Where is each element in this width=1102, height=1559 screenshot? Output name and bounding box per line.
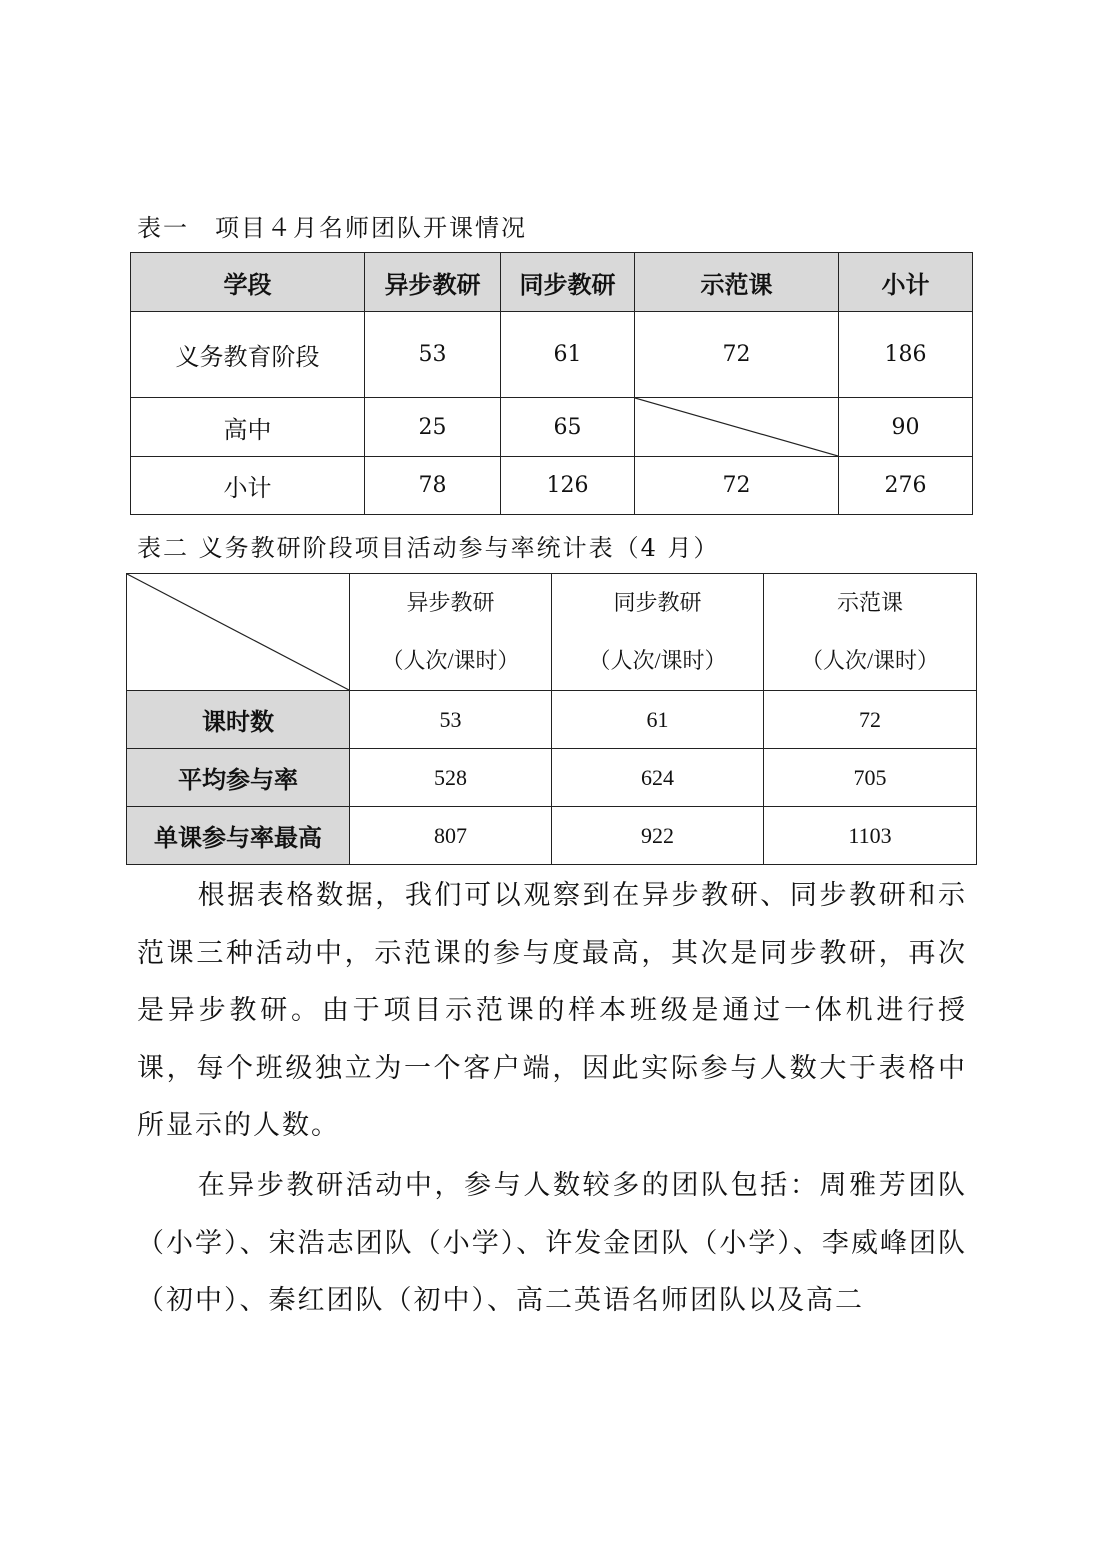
table1-row-label: 高中 <box>131 398 365 457</box>
diagonal-empty-cell <box>635 398 839 457</box>
header-unit: （人次/课时） <box>588 648 727 673</box>
table-row <box>127 749 977 807</box>
table-cell: 61 <box>552 691 764 749</box>
table2-header-cell <box>764 574 977 691</box>
table-cell: 90 <box>839 398 973 457</box>
table2 <box>126 573 977 865</box>
table-cell: 53 <box>365 312 501 398</box>
table-row <box>131 457 973 515</box>
table1-header-row <box>131 253 973 312</box>
body-paragraph <box>137 867 967 1155</box>
table-cell: 922 <box>552 807 764 865</box>
table-cell: 65 <box>501 398 635 457</box>
table1-row-label: 小计 <box>131 457 365 515</box>
table2-header-cell <box>552 574 764 691</box>
header-name: 示范课 <box>836 590 903 615</box>
table1-header-cell: 异步教研 <box>365 253 501 312</box>
table1-header-cell: 同步教研 <box>501 253 635 312</box>
diagonal-line <box>127 574 349 690</box>
table-row <box>131 312 973 398</box>
table-row <box>127 807 977 865</box>
table-cell: 276 <box>839 457 973 515</box>
table1-header-cell: 小计 <box>839 253 973 312</box>
table2-caption: 表二 义务教研阶段项目活动参与率统计表（4 月） <box>137 534 720 562</box>
table-cell: 186 <box>839 312 973 398</box>
table1-header-cell: 学段 <box>131 253 365 312</box>
table-cell: 72 <box>764 691 977 749</box>
table-cell: 61 <box>501 312 635 398</box>
diagonal-corner-cell <box>127 574 350 691</box>
paragraph-text: 在异步教研活动中，参与人数较多的团队包括：周雅芳团队（小学）、宋浩志团队（小学）、许发金团队（小学）、李威峰团队（初中）、秦红团队（初中）、高二英语名师团队以及高二 <box>137 1170 967 1316</box>
table-cell: 78 <box>365 457 501 515</box>
diagonal-line <box>635 398 838 456</box>
table-cell: 528 <box>350 749 552 807</box>
table-cell: 25 <box>365 398 501 457</box>
table-cell: 624 <box>552 749 764 807</box>
table-cell: 1103 <box>764 807 977 865</box>
table2-header-cell <box>350 574 552 691</box>
table1-caption: 表一 项目４月名师团队开课情况 <box>137 214 527 242</box>
header-name: 同步教研 <box>613 590 702 615</box>
table2-row-label: 单课参与率最高 <box>127 807 350 865</box>
table2-row-label: 平均参与率 <box>127 749 350 807</box>
table-cell: 126 <box>501 457 635 515</box>
table-cell: 705 <box>764 749 977 807</box>
table-cell: 807 <box>350 807 552 865</box>
table-row <box>131 398 973 457</box>
table-cell: 72 <box>635 312 839 398</box>
table1-header-cell: 示范课 <box>635 253 839 312</box>
header-name: 异步教研 <box>406 590 495 615</box>
paragraph-text: 根据表格数据，我们可以观察到在异步教研、同步教研和示范课三种活动中，示范课的参与度最高，其次是同步教研，再次是异步教研。由于项目示范课的样本班级是通过一体机进行授课，每个班级独立为一个客户端，因此实际参与人数大于表格中所显示的人数。 <box>137 880 967 1141</box>
header-unit: （人次/课时） <box>800 648 940 673</box>
table1 <box>130 252 973 515</box>
table1-row-label: 义务教育阶段 <box>131 312 365 398</box>
header-unit: （人次/课时） <box>381 648 520 673</box>
table2-header-row <box>127 574 977 691</box>
table2-row-label: 课时数 <box>127 691 350 749</box>
body-paragraph <box>137 1157 967 1330</box>
table-cell: 72 <box>635 457 839 515</box>
table-cell: 53 <box>350 691 552 749</box>
table-row <box>127 691 977 749</box>
